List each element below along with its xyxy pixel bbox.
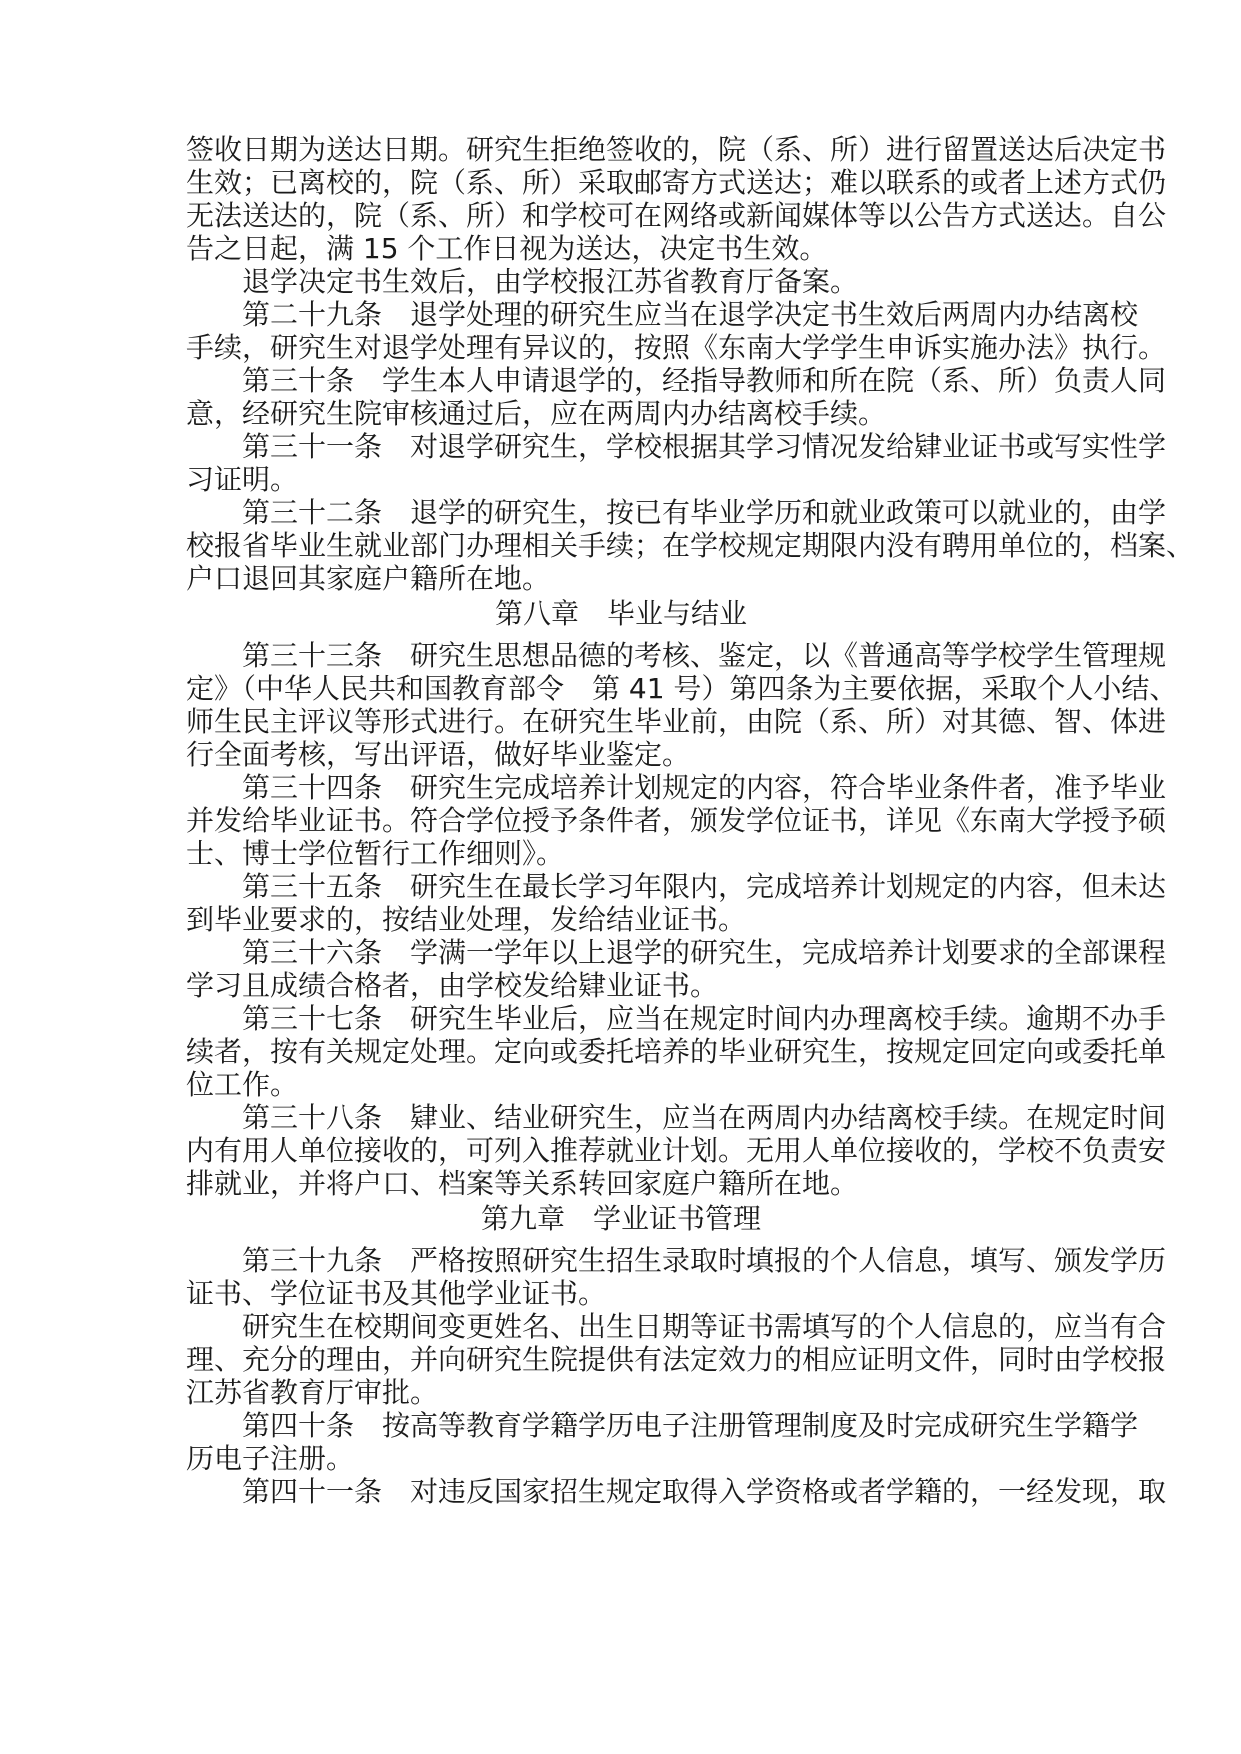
- paragraph: [186, 496, 1195, 595]
- text-line: 第三十八条 肄业、结业研究生，应当在两周内办结离校手续。在规定时间: [242, 1101, 1167, 1134]
- text-line: 习证明。: [186, 463, 299, 496]
- paragraph: [186, 771, 1167, 870]
- text-line: 理、充分的理由，并向研究生院提供有法定效力的相应证明文件，同时由学校报: [186, 1343, 1167, 1376]
- text-line: 到毕业要求的，按结业处理，发给结业证书。: [186, 903, 747, 936]
- text-line: 并发给毕业证书。符合学位授予条件者，颁发学位证书，详见《东南大学授予硕: [186, 804, 1167, 837]
- text-line: 第三十九条 严格按照研究生招生录取时填报的个人信息，填写、颁发学历: [242, 1244, 1167, 1277]
- paragraph: [186, 364, 1167, 430]
- paragraph: [186, 639, 1178, 771]
- text-line: 续者，按有关规定处理。定向或委托培养的毕业研究生，按规定回定向或委托单: [186, 1035, 1167, 1068]
- paragraph: [186, 1409, 1139, 1475]
- text-line: 第三十六条 学满一学年以上退学的研究生，完成培养计划要求的全部课程: [242, 936, 1167, 969]
- text-line: 手续，研究生对退学处理有异议的，按照《东南大学学生申诉实施办法》执行。: [186, 331, 1167, 364]
- paragraph: [186, 1475, 1167, 1508]
- text-line: 生效；已离校的，院（系、所）采取邮寄方式送达；难以联系的或者上述方式仍: [186, 166, 1167, 199]
- text-line: 第三十一条 对退学研究生，学校根据其学习情况发给肄业证书或写实性学: [242, 430, 1167, 463]
- text-line: 排就业，并将户口、档案等关系转回家庭户籍所在地。: [186, 1167, 859, 1200]
- text-line: 第三十七条 研究生毕业后，应当在规定时间内办理离校手续。逾期不办手: [242, 1002, 1167, 1035]
- text-line: 告之日起，满 15 个工作日视为送达，决定书生效。: [186, 232, 828, 265]
- text-line: 士、博士学位暂行工作细则》。: [186, 837, 565, 870]
- text-line: 江苏省教育厅审批。: [186, 1376, 439, 1409]
- text-line: 第三十四条 研究生完成培养计划规定的内容，符合毕业条件者，准予毕业: [242, 771, 1167, 804]
- text-line: 签收日期为送达日期。研究生拒绝签收的，院（系、所）进行留置送达后决定书: [186, 133, 1167, 166]
- paragraph: [186, 133, 1167, 265]
- paragraph: [186, 1101, 1167, 1200]
- text-line: 第二十九条 退学处理的研究生应当在退学决定书生效后两周内办结离校: [242, 298, 1139, 331]
- chapter-heading: 第九章 学业证书管理: [480, 1202, 761, 1235]
- text-line: 证书、学位证书及其他学业证书。: [186, 1277, 607, 1310]
- paragraph: [186, 265, 1056, 298]
- paragraph: [186, 430, 1167, 496]
- text-line: 第三十五条 研究生在最长学习年限内，完成培养计划规定的内容，但未达: [242, 870, 1167, 903]
- text-line: 退学决定书生效后，由学校报江苏省教育厅备案。: [242, 265, 859, 298]
- text-line: 第四十一条 对违反国家招生规定取得入学资格或者学籍的，一经发现，取: [242, 1475, 1167, 1508]
- text-line: 第三十三条 研究生思想品德的考核、鉴定，以《普通高等学校学生管理规: [242, 639, 1167, 672]
- paragraph: [186, 870, 1167, 936]
- text-line: 研究生在校期间变更姓名、出生日期等证书需填写的个人信息的，应当有合: [242, 1310, 1167, 1343]
- text-line: 校报省毕业生就业部门办理相关手续；在学校规定期限内没有聘用单位的，档案、: [186, 529, 1195, 562]
- text-line: 第三十条 学生本人申请退学的，经指导教师和所在院（系、所）负责人同: [242, 364, 1167, 397]
- text-line: 内有用人单位接收的，可列入推荐就业计划。无用人单位接收的，学校不负责安: [186, 1134, 1167, 1167]
- text-line: 定》（中华人民共和国教育部令 第 41 号）第四条为主要依据，采取个人小结、: [186, 672, 1178, 705]
- text-line: 第三十二条 退学的研究生，按已有毕业学历和就业政策可以就业的，由学: [242, 496, 1167, 529]
- paragraph: [186, 1244, 1167, 1310]
- text-line: 学习且成绩合格者，由学校发给肄业证书。: [186, 969, 719, 1002]
- text-line: 师生民主评议等形式进行。在研究生毕业前，由院（系、所）对其德、智、体进: [186, 705, 1167, 738]
- document-body: [186, 133, 1195, 1508]
- paragraph: [186, 298, 1167, 364]
- paragraph: [186, 1310, 1167, 1409]
- text-line: 无法送达的，院（系、所）和学校可在网络或新闻媒体等以公告方式送达。自公: [186, 199, 1167, 232]
- text-line: 意，经研究生院审核通过后，应在两周内办结离校手续。: [186, 397, 887, 430]
- text-line: 历电子注册。: [186, 1442, 355, 1475]
- text-line: 位工作。: [186, 1068, 299, 1101]
- paragraph: [186, 1002, 1167, 1101]
- text-line: 户口退回其家庭户籍所在地。: [186, 562, 551, 595]
- paragraph: [186, 936, 1167, 1002]
- chapter-heading: 第八章 毕业与结业: [494, 597, 747, 630]
- text-line: 第四十条 按高等教育学籍学历电子注册管理制度及时完成研究生学籍学: [242, 1409, 1139, 1442]
- text-line: 行全面考核，写出评语，做好毕业鉴定。: [186, 738, 691, 771]
